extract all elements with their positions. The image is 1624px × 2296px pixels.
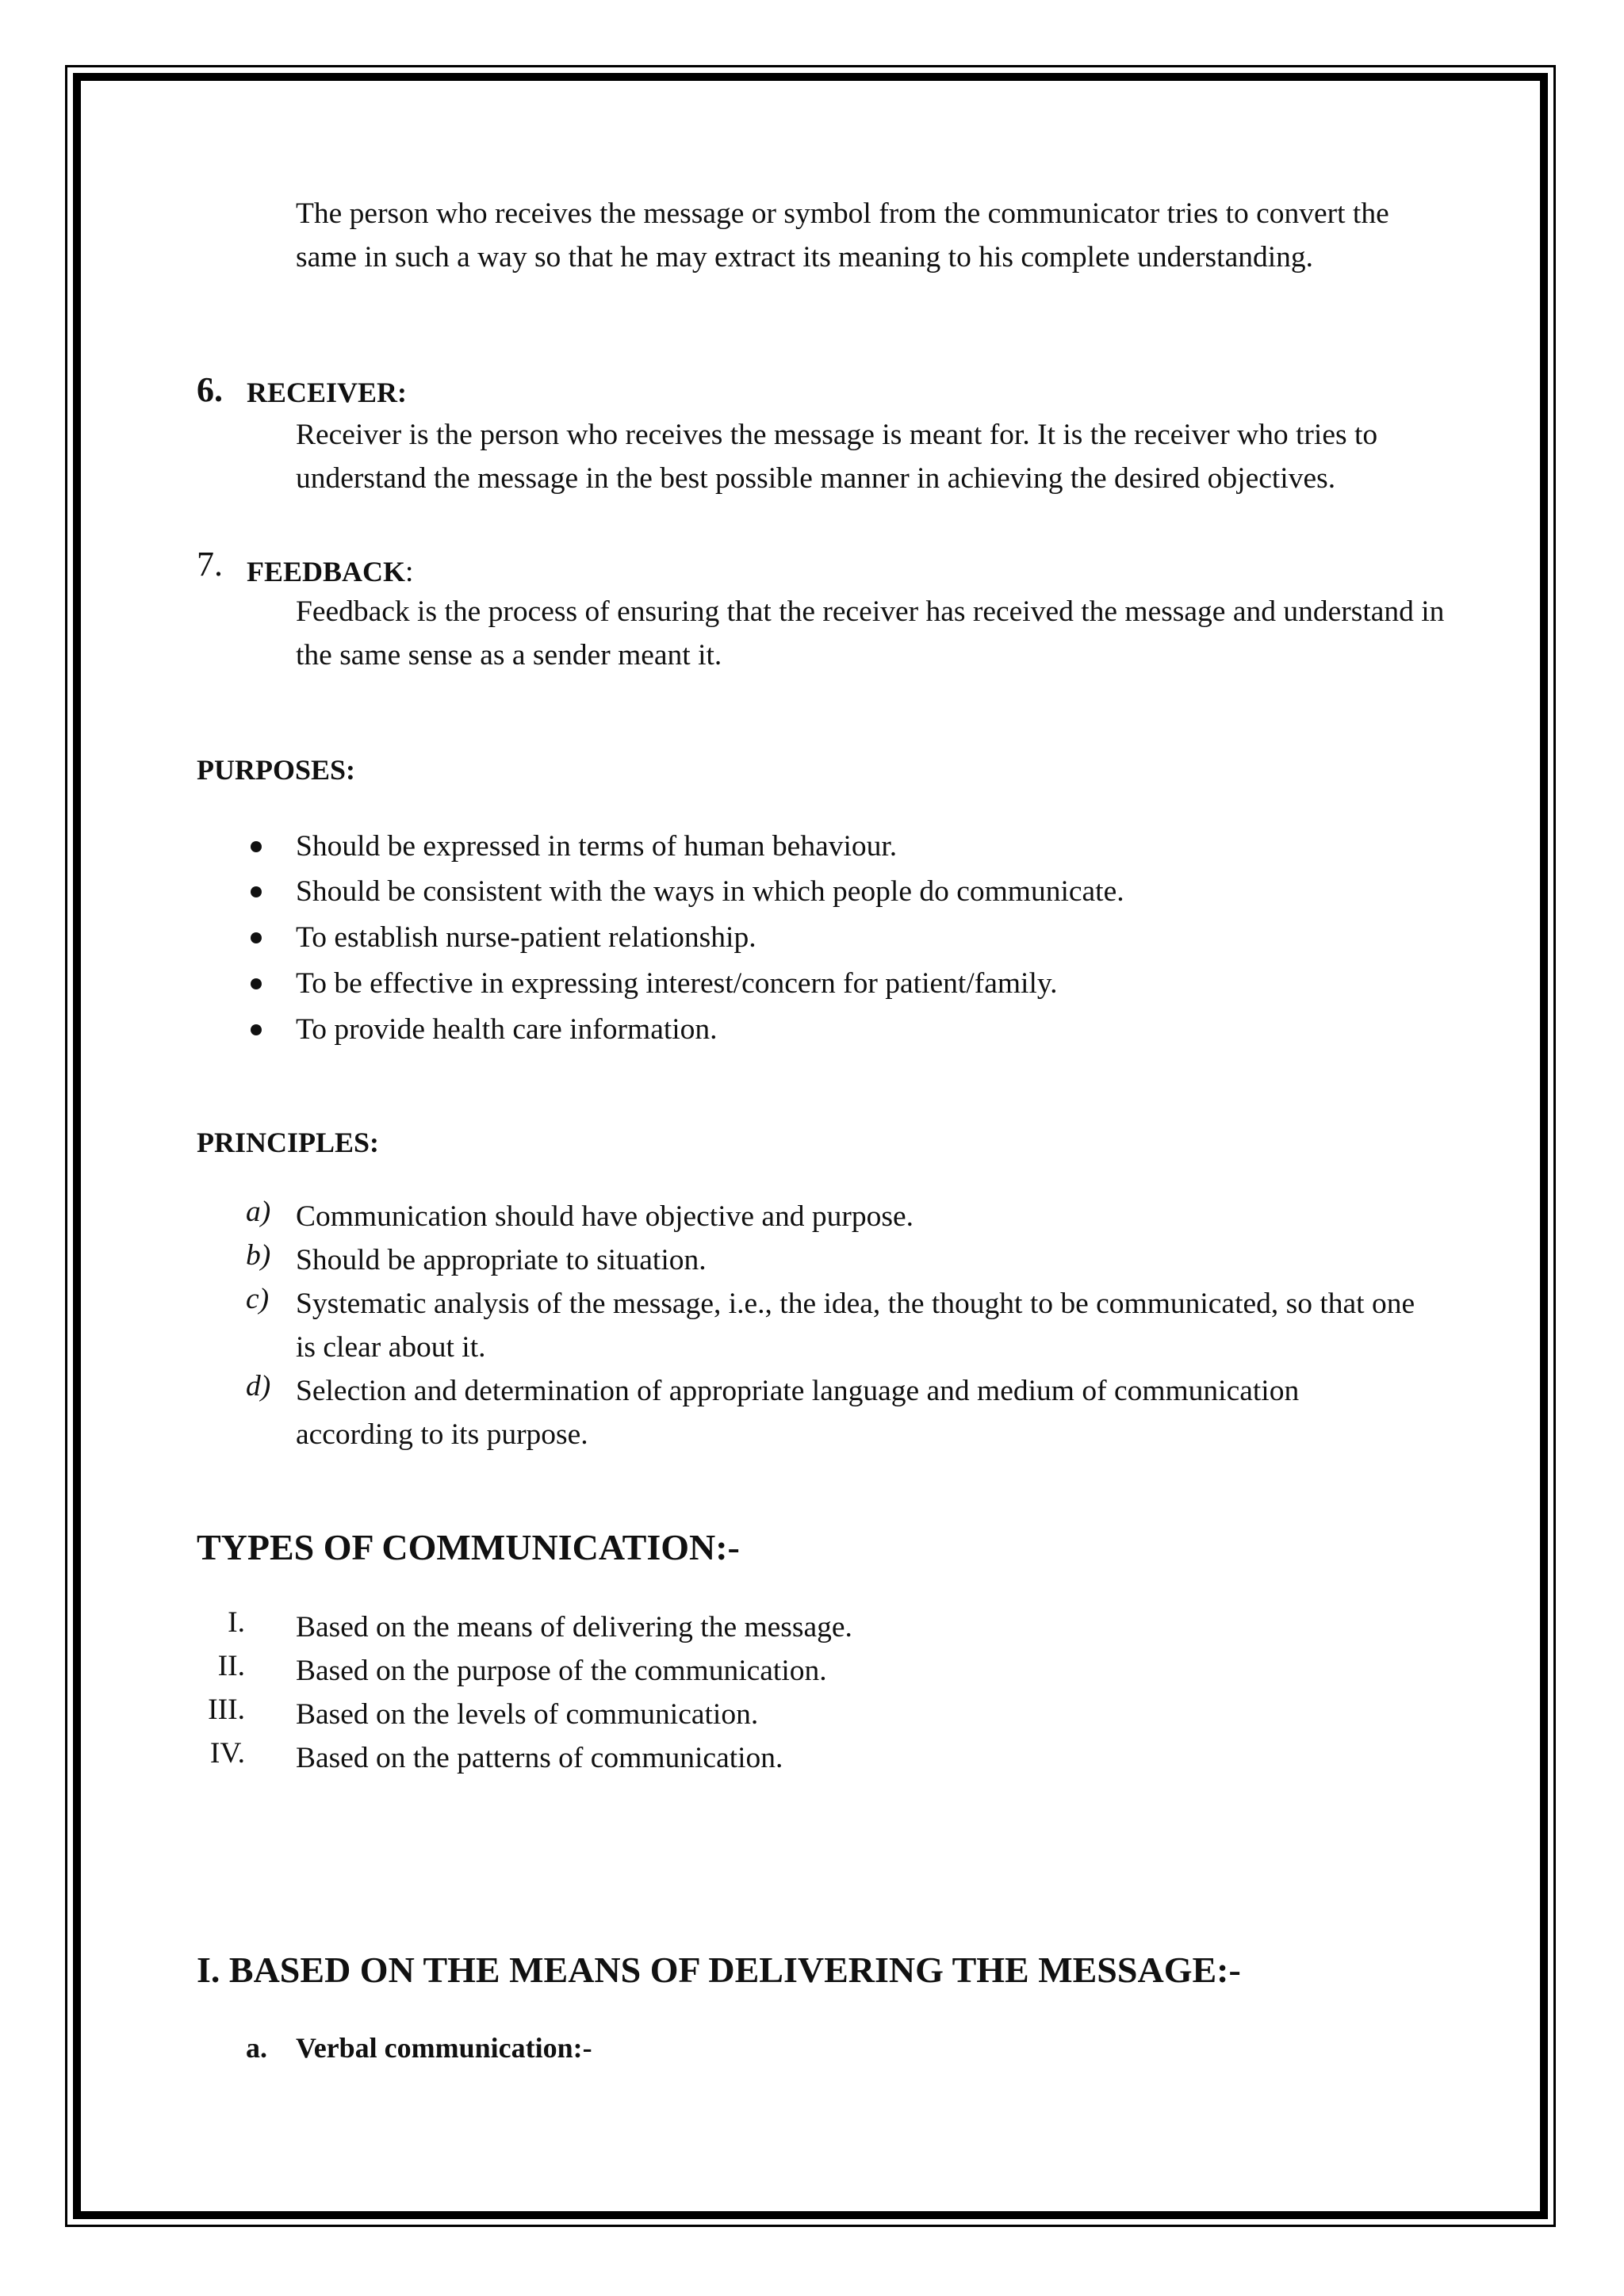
principle-marker: b) — [246, 1239, 271, 1272]
principles-heading: PRINCIPLES: — [197, 1127, 380, 1158]
type-marker: IV. — [209, 1737, 245, 1770]
bullet-dot — [251, 932, 262, 943]
feedback-heading-wrap — [247, 550, 413, 594]
principle-marker: d) — [246, 1370, 271, 1402]
types-heading: TYPES OF COMMUNICATION:- — [197, 1527, 740, 1567]
principle-marker: a) — [246, 1196, 271, 1228]
type-marker: I. — [228, 1606, 245, 1639]
feedback-heading-colon: : — [405, 556, 414, 588]
intro-paragraph: The person who receives the message or symbol from the communicator tries to convert the same in such a way so that he may extract its meaning to his complete understanding. — [296, 197, 1389, 274]
purposes-heading: PURPOSES: — [197, 754, 356, 786]
section-one-heading: I. BASED ON THE MEANS OF DELIVERING THE MESSAGE:- — [197, 1950, 1241, 1990]
principle-text: Selection and determination of appropriate language and medium of communication according to its purpose. — [296, 1375, 1300, 1451]
receiver-text: Receiver is the person who receives the message is meant for. It is the receiver who tries to understand the message in the best possible manner in achieving the desired objectives. — [296, 419, 1378, 495]
purpose-item: To establish nurse-patient relationship. — [296, 921, 756, 954]
principle-text: Communication should have objective and purpose. — [296, 1200, 914, 1233]
type-text: Based on the patterns of communication. — [296, 1742, 783, 1774]
bullet-dot — [251, 1024, 262, 1035]
purpose-item: To provide health care information. — [296, 1013, 718, 1046]
type-text: Based on the purpose of the communication. — [296, 1655, 827, 1687]
bullet-dot — [251, 886, 262, 897]
principle-text: Systematic analysis of the message, i.e., the idea, the thought to be communicated, so that one is clear about it. — [296, 1288, 1415, 1364]
type-text: Based on the levels of communication. — [296, 1698, 759, 1731]
principle-text: Should be appropriate to situation. — [296, 1244, 707, 1276]
receiver-heading: RECEIVER: — [247, 377, 408, 408]
feedback-heading: FEEDBACK — [247, 556, 406, 587]
receiver-number: 6. — [197, 370, 223, 409]
purpose-item: To be effective in expressing interest/concern for patient/family. — [296, 967, 1058, 1000]
bullet-dot — [251, 841, 262, 852]
type-marker: II. — [217, 1650, 245, 1682]
purpose-item: Should be consistent with the ways in which people do communicate. — [296, 875, 1124, 908]
section-one-sub-marker: a. — [246, 2032, 267, 2064]
feedback-text: Feedback is the process of ensuring that the receiver has received the message and understand in the same sense as a sender meant it. — [296, 595, 1445, 672]
type-marker: III. — [208, 1693, 245, 1726]
feedback-number: 7. — [197, 545, 223, 584]
section-one-sub-heading: Verbal communication:- — [296, 2032, 592, 2064]
principle-marker: c) — [246, 1283, 270, 1315]
purpose-item: Should be expressed in terms of human behaviour. — [296, 830, 898, 863]
bullet-dot — [251, 978, 262, 989]
type-text: Based on the means of delivering the message. — [296, 1611, 852, 1644]
